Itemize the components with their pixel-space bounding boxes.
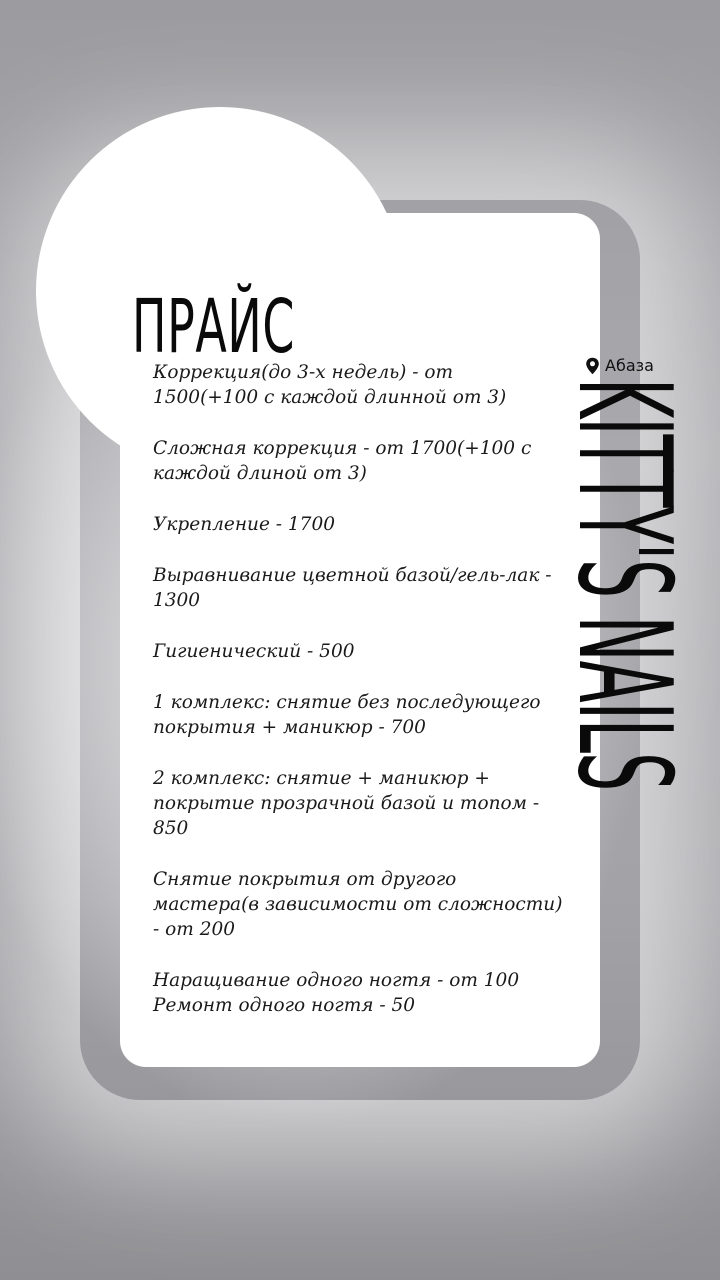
price-list [153, 360, 563, 1018]
page-title: ПРАЙС [132, 283, 296, 370]
price-item: Снятие покрытия от другого мастера(в зависимости от сложности) - от 200 [153, 869, 563, 940]
map-pin-icon [585, 357, 600, 375]
price-item: Сложная коррекция - от 1700(+100 с каждой длиной от 3) [153, 438, 532, 484]
price-item: Укрепление - 1700 [153, 514, 335, 535]
price-item: Наращивание одного ногтя - от 100 [153, 970, 520, 991]
price-item: Ремонт одного ногтя - 50 [153, 995, 416, 1016]
brand-text: KITTY'S NAILS [549, 378, 698, 791]
brand-wordmark-wrap [549, 378, 698, 912]
location-tag[interactable] [585, 356, 654, 375]
price-item: Гигиенический - 500 [153, 641, 355, 662]
brand-wordmark [549, 378, 698, 1237]
location-label: Абаза [605, 356, 654, 375]
price-item: Коррекция(до 3-х недель) - от 1500(+100 с каждой длинной от 3) [153, 362, 507, 408]
price-item: 1 комплекс: снятие без последующего покрытия + маникюр - 700 [153, 692, 541, 738]
price-item: 2 комплекс: снятие + маникюр + покрытие прозрачной базой и топом - 850 [153, 768, 540, 839]
price-item: Выравнивание цветной базой/гель-лак - 1300 [153, 565, 552, 611]
